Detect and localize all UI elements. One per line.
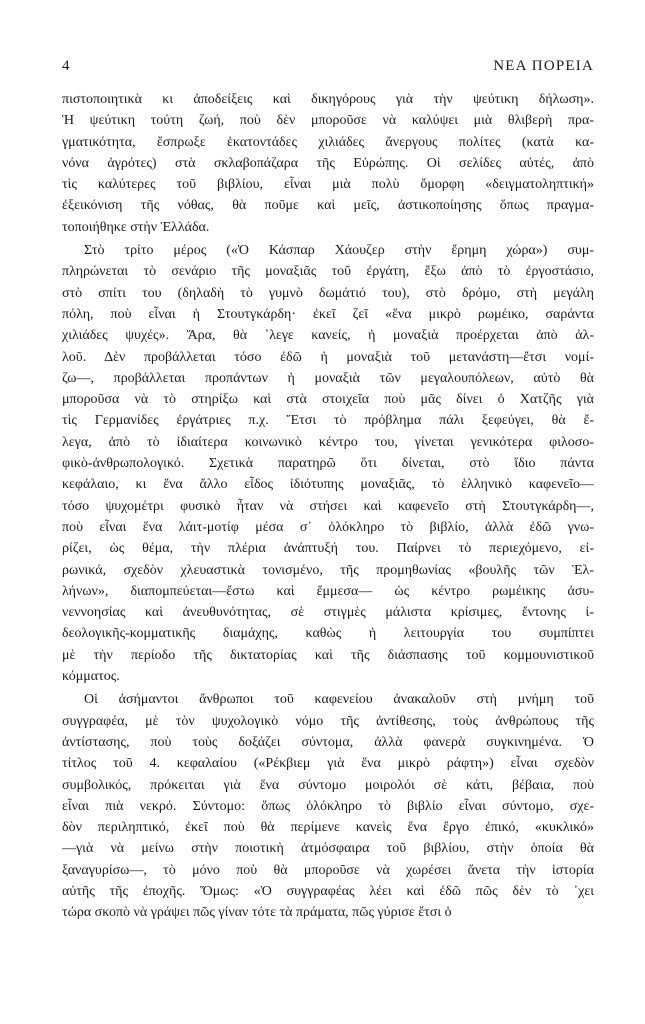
document-page <box>62 58 594 924</box>
text-line: τὶς Γερμανίδες ἐργάτριες π.χ. Ἔτσι τὸ πρόβλημα πάλι ξεφεύγει, θὰ ἔ- <box>62 413 594 429</box>
text-line: ρίζει, ὡς θέμα, τὴν πλέρια ἀνάπτυξή του. Παίρνει τὸ περιεχόμενο, εἰ- <box>62 541 594 557</box>
text-line: ξαναγυρίσω—, τὸ μόνο ποὺ θὰ μποροῦσε νὰ χωρέσει ἄνετα τὴν ἱστορία <box>62 862 594 878</box>
text-line: νεννοησίας καὶ ἀνευθυνότητας, σὲ στιγμὲς μάλιστα κρίσιμες, ἔντονης ἰ- <box>62 605 594 621</box>
text-line: λοῦ. Δὲν προβάλλεται τόσο ἐδῶ ἡ μοναξιὰ τοῦ μετανάστη—ἔτσι νομί- <box>62 349 594 365</box>
text-line: συμβολικός, πρόκειται γιὰ ἕνα σύντομο μοιρολόι σὲ κάτι, βέβαια, ποὺ <box>62 777 594 793</box>
text-line: πιστοποιητικὰ κι ἀποδείξεις καὶ δικηγόρους γιὰ τὴν ψεύτικη δήλωση». <box>62 92 594 107</box>
body-text <box>62 89 594 924</box>
text-line: ποὺ εἶναι ἕνα λάιτ-μοτίφ μέσα σ᾽ ὁλόκληρο τὸ βιβλίο, ἀλλὰ ἐδῶ γνω- <box>62 519 594 535</box>
text-line: τώρα σκοπὸ νὰ γράψει πῶς γίναν τότε τὰ πράματα, πῶς γύρισε ἔτσι ὁ <box>62 905 452 921</box>
text-line: πληρώνεται τὸ σενάριο τῆς μοναξιᾶς τοῦ ἐργάτη, ἔξω ἀπὸ τὸ ἐργοστάσιο, <box>62 264 594 280</box>
paragraph <box>62 89 594 238</box>
page-number: 4 <box>62 58 71 74</box>
text-line: μὲ τὴν περίοδο τῆς δικτατορίας καὶ τῆς διάσπασης τοῦ κομμουνιστικοῦ <box>62 647 594 663</box>
text-line: —γιὰ νὰ μείνω στὴν ποιοτικὴ ἀτμόσφαιρα τοῦ βιβλίου, στὴν ὁποία θὰ <box>62 841 594 857</box>
text-line: τόσο ψυχομέτρι φυσικὸ ἦταν νὰ στήσει καὶ καφενεῖο στὴ Στουτγκάρδη—, <box>62 498 594 514</box>
journal-title: ΝΕΑ ΠΟΡΕΙΑ <box>493 58 594 74</box>
text-line: Ἡ ψεύτικη τούτη ζωή, ποὺ δὲν μποροῦσε νὰ καλύψει μιὰ θλιβερὴ πρα- <box>62 113 594 129</box>
running-header <box>62 58 594 75</box>
text-line: δὸν περιληπτικό, ἐκεῖ ποὺ θὰ περίμενε κανεὶς ἕνα ἔργο ἐπικό, «κυκλικό» <box>62 820 594 836</box>
text-line: συγγραφέα, μὲ τὸν ψυχολογικὸ νόμο τῆς ἀντίθεσης, τοὺς ἀνθρώπους τῆς <box>62 713 594 729</box>
text-line: νόνα ἀγρότες) στὰ σκλαβοπάζαρα τῆς Εὐρώπης. Οἱ σελίδες αὐτές, ἀπὸ <box>62 155 594 171</box>
text-line: γματικότητα, ἔσπρωξε ἑκατοντάδες χιλιάδες ἄνεργους πολίτες (κατὰ κα- <box>62 134 594 150</box>
text-line: λεγα, ἀπὸ τὸ ἰδιαίτερα κοινωνικὸ κέντρο του, γίνεται γενικότερα φιλοσο- <box>62 434 594 450</box>
text-line: πόλη, ποὺ εἶναι ἡ Στουτγκάρδη· ἐκεῖ ζεῖ «ἕνα μικρὸ ρωμέικο, σαράντα <box>62 306 594 322</box>
text-line: δεολογικῆς-κομματικῆς διαμάχης, καθὼς ἡ λειτουργία του συμπίπτει <box>62 626 594 642</box>
text-line: ἐξεικόνιση τῆς νόθας, θὰ ποῦμε καὶ μεῖς, ἀστικοποίησης ὅπως πραγμα- <box>62 198 594 214</box>
text-line: λήνων», διαπομπεύεται—ἔστω καὶ ἔμμεσα— ὡς κέντρο ρωμέικης ἀσυ- <box>62 583 594 599</box>
text-line: τὶς καλύτερες τοῦ βιβλίου, εἶναι μιὰ πολὺ ὄμορφη «δειγματοληπτική» <box>62 177 594 193</box>
text-line: ἀντίστασης, ποὺ τοὺς δοξάζει σύντομα, ἀλλὰ φανερὰ συγκινημένα. Ὁ <box>62 734 594 750</box>
text-line: εἶναι πιὰ νεκρό. Σύντομο: ὅπως ὁλόκληρο τὸ βιβλίο εἶναι σύντομο, σχε- <box>62 798 594 814</box>
text-line: μποροῦσα νὰ τὸ στηρίξω καὶ στὰ στοιχεῖα ποὺ μᾶς δίνει ὁ Χατζῆς γιὰ <box>62 392 594 408</box>
text-line: Στὸ τρίτο μέρος («Ὁ Κάσπαρ Χάουζερ στὴν ἔρημη χώρα») συμ- <box>84 243 594 259</box>
text-line: ζω—, προβάλλεται προπάντων ἡ μοναξιὰ τῶν μεγαλουπόλεων, αὐτὸ θὰ <box>62 370 594 386</box>
text-line: στὸ σπίτι του (δηλαδὴ τὸ γυμνὸ δωμάτιό του), στὸ δρόμο, στὴ μεγάλη <box>62 285 594 301</box>
text-line: τίτλος τοῦ 4. κεφαλαίου («Ρέκβιεμ γιὰ ἕνα μικρὸ ράφτη») εἶναι σχεδὸν <box>62 756 594 772</box>
text-line: κόμματος. <box>62 669 120 685</box>
paragraph <box>62 240 594 687</box>
text-line: ρωνικά, σχεδὸν χλευαστικὰ τονισμένο, τῆς προμηθωνίας «βουλῆς τῶν Ἑλ- <box>62 562 594 578</box>
text-line: αὐτῆς τῆς ἐποχῆς. Ὅμως: «Ὁ συγγραφέας λέει καὶ ἐδῶ πῶς δὲν τὸ ᾽χει <box>62 883 594 899</box>
text-line: Οἱ ἀσήμαντοι ἄνθρωποι τοῦ καφενείου ἀνακαλοῦν στὴ μνήμη τοῦ <box>84 692 594 708</box>
text-line: τοποιήθηκε στὴν Ἑλλάδα. <box>62 219 210 235</box>
paragraph <box>62 689 594 923</box>
text-line: φικὸ-ἀνθρωπολογικό. Σχετικὰ παρατηρῶ ὅτι δίνεται, στὸ ἴδιο πάντα <box>62 456 594 472</box>
text-line: κεφάλαιο, κι ἕνα ἄλλο εἶδος ἰδιότυπης μοναξιᾶς, τὸ ἑλληνικὸ καφενεῖο— <box>62 477 594 493</box>
text-line: χιλιάδες ψυχές». Ἄρα, θὰ ᾽λεγε κανείς, ἡ μοναξιὰ προέρχεται ἀπὸ ἀλ- <box>62 328 594 344</box>
